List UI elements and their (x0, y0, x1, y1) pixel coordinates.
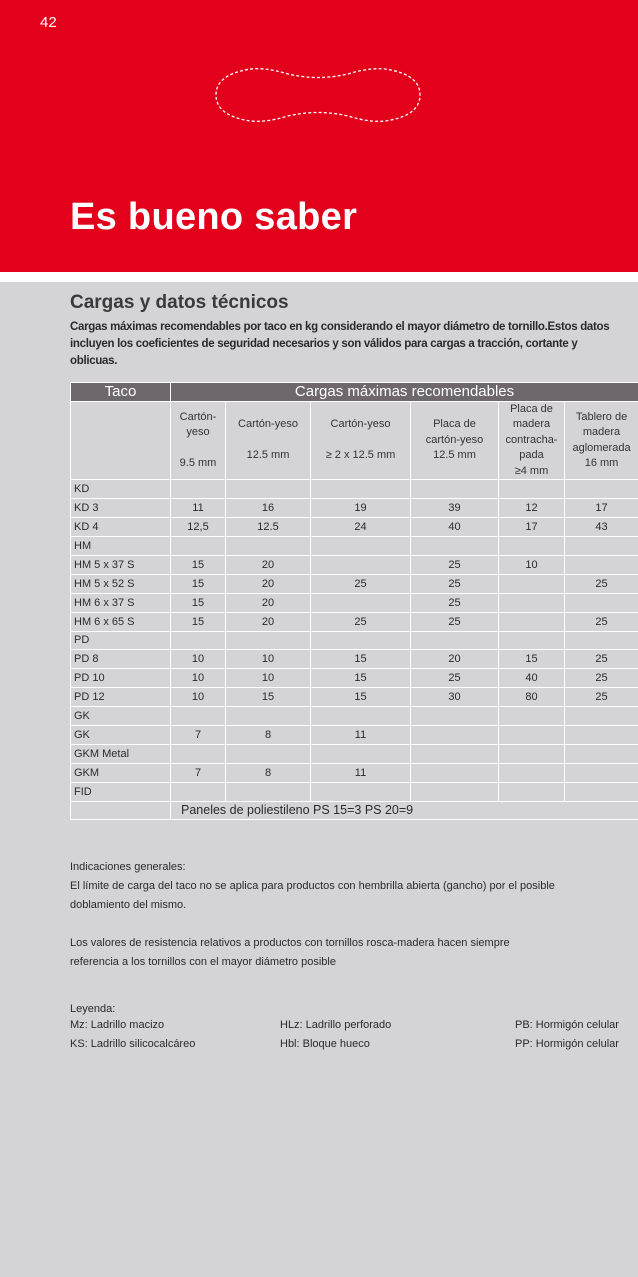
table-cell: 10 (499, 555, 565, 574)
table-cell (171, 537, 226, 556)
row-label: KD 4 (71, 518, 171, 537)
table-cell (565, 707, 638, 726)
header-max-loads: Cargas máximas recomendables (171, 383, 638, 402)
table-cell: 30 (411, 688, 499, 707)
general-notes (70, 858, 560, 972)
table-cell: 15 (171, 574, 226, 593)
table-cell (499, 480, 565, 499)
table-cell: 25 (411, 555, 499, 574)
table-row (71, 499, 638, 518)
table-cell: 20 (411, 650, 499, 669)
table-cell: 7 (171, 725, 226, 744)
subheader-line: contracha- (505, 433, 558, 446)
table-cell: 20 (226, 593, 311, 612)
subheader-line (314, 433, 407, 449)
general-notes-title: Indicaciones generales: (70, 861, 186, 873)
subheader-line: madera (512, 418, 551, 431)
subheader-line (229, 433, 307, 449)
table-cell: 11 (171, 499, 226, 518)
table-cell: 25 (411, 669, 499, 688)
subheader-col-3 (311, 401, 411, 480)
table-cell: 15 (311, 669, 411, 688)
table-cell: 15 (171, 593, 226, 612)
table-cell (499, 574, 565, 593)
subheader-line: 12.5 mm (246, 449, 290, 462)
table-cell (226, 480, 311, 499)
row-label: FID (71, 782, 171, 801)
row-label: PD 12 (71, 688, 171, 707)
table-cell: 25 (311, 574, 411, 593)
table-cell (311, 537, 411, 556)
row-label: KD (71, 480, 171, 499)
table-cell: 19 (311, 499, 411, 518)
row-label: HM 5 x 52 S (71, 574, 171, 593)
row-label: HM 5 x 37 S (71, 555, 171, 574)
row-label: PD (71, 631, 171, 650)
subheader-line: Cartón-yeso (330, 418, 391, 431)
table-cell: 25 (311, 612, 411, 631)
subheader-line: Tablero de (575, 410, 628, 423)
legend-item: PB: Hormigón celular (515, 1019, 619, 1031)
row-label: PD 8 (71, 650, 171, 669)
table-cell (499, 782, 565, 801)
table-cell: 25 (565, 650, 638, 669)
table-row (71, 555, 638, 574)
page-title: Es bueno saber (70, 196, 358, 238)
legend-title: Leyenda: (70, 1003, 116, 1015)
table-cell: 12,5 (171, 518, 226, 537)
table-cell: 25 (565, 688, 638, 707)
table-cell: 25 (565, 669, 638, 688)
subheader-line (174, 441, 222, 457)
table-cell: 40 (411, 518, 499, 537)
table-cell (226, 782, 311, 801)
red-header-band (0, 0, 638, 272)
table-cell (565, 782, 638, 801)
table-cell: 8 (226, 763, 311, 782)
loads-table (70, 382, 638, 820)
row-label: GKM Metal (71, 744, 171, 763)
table-cell (499, 593, 565, 612)
table-row (71, 631, 638, 650)
general-notes-text: El límite de carga del taco no se aplica para productos con hembrilla abierta (gancho) por el posible doblamiento del mismo. (70, 880, 555, 911)
row-label: HM 6 x 37 S (71, 593, 171, 612)
table-cell (171, 707, 226, 726)
polystyrene-panels-note: Paneles de poliestileno PS 15=3 PS 20=9 (171, 801, 638, 820)
subheader-line: ≥4 mm (514, 464, 549, 477)
table-cell (226, 744, 311, 763)
table-cell: 10 (226, 650, 311, 669)
table-cell: 12 (499, 499, 565, 518)
row-label: KD 3 (71, 499, 171, 518)
table-cell (411, 537, 499, 556)
table-cell: 10 (171, 650, 226, 669)
table-cell (311, 744, 411, 763)
table-subheader-row (71, 401, 638, 480)
table-cell (311, 480, 411, 499)
table-row (71, 574, 638, 593)
legend-item: HLz: Ladrillo perforado (280, 1019, 392, 1031)
table-cell: 15 (171, 612, 226, 631)
table-cell: 25 (411, 612, 499, 631)
table-cell (171, 631, 226, 650)
footer-empty (71, 801, 171, 820)
table-cell: 20 (226, 612, 311, 631)
table-row (71, 744, 638, 763)
table-cell: 39 (411, 499, 499, 518)
table-cell (499, 744, 565, 763)
table-row (71, 650, 638, 669)
table-row (71, 763, 638, 782)
table-cell (565, 725, 638, 744)
table-cell (411, 480, 499, 499)
header-taco: Taco (71, 383, 171, 402)
table-cell: 7 (171, 763, 226, 782)
table-cell: 12.5 (226, 518, 311, 537)
table-row (71, 480, 638, 499)
table-cell: 43 (565, 518, 638, 537)
table-cell (565, 631, 638, 650)
table-cell (226, 537, 311, 556)
subheader-line: pada (519, 449, 544, 462)
table-row (71, 612, 638, 631)
table-cell (499, 725, 565, 744)
table-cell (565, 537, 638, 556)
row-label: HM 6 x 65 S (71, 612, 171, 631)
table-cell (311, 707, 411, 726)
table-cell (499, 612, 565, 631)
table-cell (411, 763, 499, 782)
subheader-col-1 (171, 401, 226, 480)
legend-item: PP: Hormigón celular (515, 1038, 619, 1050)
subheader-line: 9.5 mm (179, 457, 217, 470)
table-cell: 25 (411, 574, 499, 593)
table-row (71, 707, 638, 726)
row-label: HM (71, 537, 171, 556)
table-cell: 10 (226, 669, 311, 688)
table-row (71, 688, 638, 707)
subheader-line: 12.5 mm (433, 449, 476, 462)
table-row (71, 537, 638, 556)
subheader-line: 16 mm (584, 457, 619, 470)
table-cell: 15 (226, 688, 311, 707)
screws-note-text: Los valores de resistencia relativos a productos con tornillos rosca-madera hacen siempre referencia a los tornillos con el mayor diámetro posible (70, 937, 510, 968)
table-cell: 20 (226, 555, 311, 574)
table-cell: 15 (499, 650, 565, 669)
subheader-col-2 (226, 401, 311, 480)
table-cell: 17 (565, 499, 638, 518)
table-cell (565, 744, 638, 763)
row-label: GK (71, 725, 171, 744)
page-number: 42 (40, 14, 57, 31)
table-cell: 24 (311, 518, 411, 537)
table-row (71, 518, 638, 537)
table-cell (411, 725, 499, 744)
table-cell (311, 631, 411, 650)
table-cell (171, 782, 226, 801)
table-cell: 11 (311, 725, 411, 744)
table-cell: 10 (171, 669, 226, 688)
table-row (71, 725, 638, 744)
subheader-col-5 (499, 401, 565, 480)
table-cell: 15 (171, 555, 226, 574)
subheader-col-6 (565, 401, 638, 480)
table-cell (226, 631, 311, 650)
table-cell (311, 593, 411, 612)
table-cell: 8 (226, 725, 311, 744)
table-cell: 17 (499, 518, 565, 537)
table-cell: 15 (311, 688, 411, 707)
legend-item: Hbl: Bloque hueco (280, 1038, 370, 1050)
subheader-line: Placa de (433, 418, 476, 431)
table-cell (411, 707, 499, 726)
header-divider (0, 272, 638, 282)
table-cell (171, 480, 226, 499)
subheader-line: Placa de (510, 402, 553, 415)
legend-item: KS: Ladrillo silicocalcáreo (70, 1038, 196, 1050)
row-label: GKM (71, 763, 171, 782)
intro-text: Cargas máximas recomendables por taco en kg considerando el mayor diámetro de tornillo.Estos datos incluyen los coeficientes de seguridad necesarios y son válidos para cargas a tracción, cortante y oblicuas. (70, 321, 610, 367)
table-cell (565, 480, 638, 499)
table-cell (499, 631, 565, 650)
table-cell: 80 (499, 688, 565, 707)
subheader-col-4 (411, 401, 499, 480)
subheader-line: cartón-yeso (425, 433, 484, 446)
subheader-line: madera (582, 426, 621, 439)
subheader-line: aglomerada (572, 441, 631, 454)
table-cell: 16 (226, 499, 311, 518)
subheader-line: Cartón-yeso (179, 410, 217, 439)
table-cell (499, 707, 565, 726)
table-cell (226, 707, 311, 726)
subheader-line: ≥ 2 x 12.5 mm (325, 449, 396, 462)
table-cell (499, 537, 565, 556)
table-header-row (71, 383, 638, 402)
row-label: PD 10 (71, 669, 171, 688)
table-row (71, 669, 638, 688)
table-cell (499, 763, 565, 782)
table-cell (311, 782, 411, 801)
table-cell (565, 763, 638, 782)
table-cell: 15 (311, 650, 411, 669)
section-title: Cargas y datos técnicos (70, 292, 289, 313)
legend-item: Mz: Ladrillo macizo (70, 1019, 165, 1031)
table-cell (565, 593, 638, 612)
subheader-line: Cartón-yeso (238, 418, 298, 431)
table-cell (411, 782, 499, 801)
table-cell: 25 (411, 593, 499, 612)
table-cell (411, 631, 499, 650)
table-cell (565, 555, 638, 574)
table-cell: 25 (565, 612, 638, 631)
table-cell (311, 555, 411, 574)
table-footer-row (71, 801, 638, 820)
subheader-empty (71, 401, 171, 480)
table-cell (411, 744, 499, 763)
table-cell: 25 (565, 574, 638, 593)
table-cell (171, 744, 226, 763)
table-cell: 40 (499, 669, 565, 688)
table-cell: 11 (311, 763, 411, 782)
table-cell: 10 (171, 688, 226, 707)
table-cell: 20 (226, 574, 311, 593)
table-row (71, 593, 638, 612)
row-label: GK (71, 707, 171, 726)
table-row (71, 782, 638, 801)
